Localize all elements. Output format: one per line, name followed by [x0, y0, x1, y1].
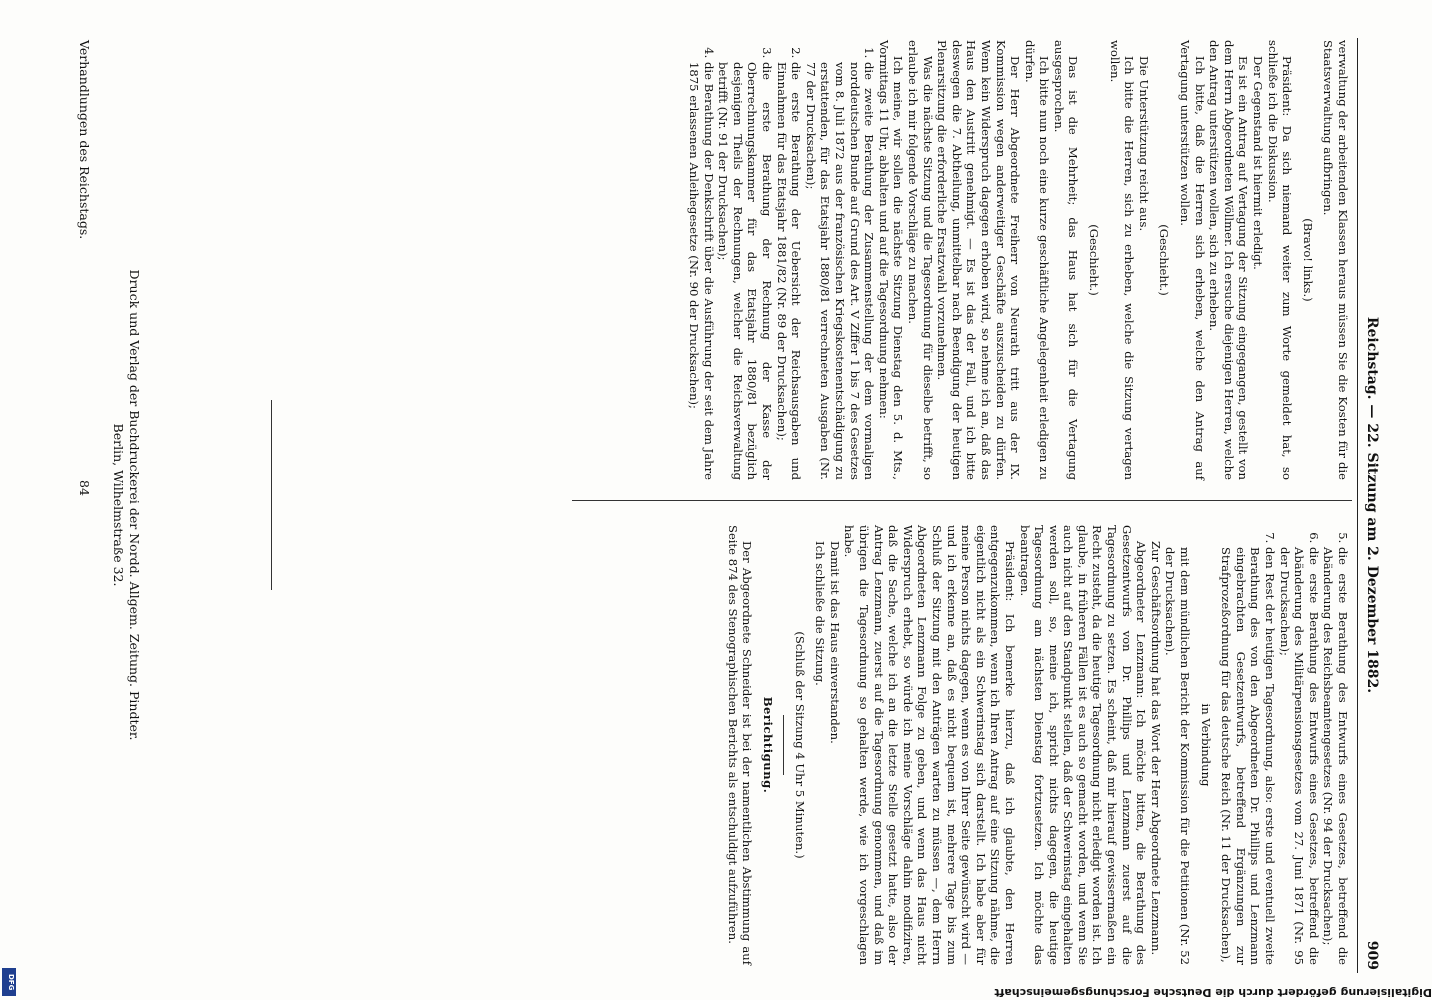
page-number: 909: [1364, 940, 1380, 970]
stage-direction: (Bravo! links.): [1300, 218, 1315, 302]
agenda-list-continued: [1219, 525, 1350, 965]
list-item: 6. die erste Berathung des Entwurfs eines Gesetzes, betreffend die Abänderung des Militärpensionsgesetzes vom 27. Juni 1871 (Nr. 95 der Drucksachen);: [1277, 547, 1321, 965]
paragraph: Präsident: Da sich niemand weiter zum Worte gemeldet hat, so schließe ich die Diskussion.: [1265, 40, 1295, 480]
paragraph: Ich schließe die Sitzung.: [813, 541, 828, 686]
paragraph: Damit ist das Haus einverstanden.: [827, 541, 842, 744]
printer-line: Druck und Verlag der Buchdruckerei der Nordd. Allgem. Zeitung. Pindter.: [127, 269, 142, 741]
list-item: 5. die erste Berathung des Entwurfs eines Gesetzes, betreffend die Abänderung des Reichsbeamtengesetzes (Nr. 94 der Drucksachen);: [1321, 547, 1350, 965]
dfg-sidebar: [0, 985, 1432, 1000]
paragraph: Der Abgeordnete Schneider ist bei der namentlichen Abstimmung auf Seite 874 des Stenographischen Berichts als entschuldigt aufzuführen.: [725, 525, 755, 965]
paragraph: Präsident: Ich bemerke hierzu, daß ich glaubte, den Herren entgegenzukommen, wenn ich Ihren Antrag auf eine Sitzung nähme, die eigentlich nicht als ein Schwerinstag sich darstellt. Ich habe aber für meine Person nichts dagegen, wenn es von Ihrer Seite gewünscht wird — und ich erkenne an, daß es nicht bequem ist, mehrere Tage bis zum Schluß der Sitzung mit den Anträgen warten zu müssen —, dem Herrn Abgeordneten Lenzmann Folge zu geben, und wenn das Haus nicht Widerspruch erhebt, so würde ich meine Vorschläge dahin modifiziren, daß die Sache, welche ich an die letzte Stelle gesetzt hatte, also der Antrag Lenzmann, zuerst auf die Tagesordnung genommen, und daß im übrigen die Tagesordnung so gehalten werde, wie ich vorgeschlagen habe.: [842, 525, 1017, 965]
stage-direction: (Geschieht.): [1087, 224, 1102, 296]
paragraph: Ich bitte, daß die Herren sich erheben, welche den Antrag auf Vertagung unterstützen wollen.: [1178, 40, 1207, 480]
paragraph: verwaltung der arbeitenden Klassen heraus müssen Sie die Kosten für die Staatsverwaltung aufbringen.: [1321, 40, 1350, 480]
section-rule: [783, 715, 784, 775]
stage-direction: (Geschieht.): [1157, 224, 1172, 296]
paragraph: Der Herr Abgeordnete Freiherr von Neurath tritt aus der IX. Kommission wegen anderweitiger Geschäfte auszuscheiden zu dürfen. Wenn kein Widerspruch dagegen erhoben wird, so nehme ich an, daß das Haus den Austritt genehmigt. — Es ist das der Fall, und ich bitte deswegen die 7. Abtheilung, unmittelbar nach Beendigung der heutigen Plenarsitzung die erforderliche Ersatzwahl vorzunehmen.: [935, 40, 1023, 480]
left-column: [686, 40, 1350, 480]
printer-address: Berlin, Wilhelmstraße 32.: [111, 423, 126, 587]
column-divider: [572, 500, 1352, 501]
page-header: [1360, 40, 1380, 970]
paragraph: Zur Geschäftsordnung hat das Wort der Herr Abgeordnete Lenzmann.: [1148, 541, 1163, 956]
signature-line: Verhandlungen des Reichstags.: [77, 40, 92, 240]
agenda-list: [686, 40, 876, 480]
paragraph: Die Unterstützung reicht aus.: [1136, 56, 1151, 232]
list-subtext: mit dem mündlichen Bericht der Kommission für die Petitionen (Nr. 52 der Drucksachen).: [1163, 547, 1193, 965]
list-item: 7. den Rest der heutigen Tagesordnung, also: erste und eventuell zweite Berathung des von den Abgeordneten Dr. Phillips und Lenzmann eingebrachten Gesetzentwurfs, betreffend Ergänzungen zur Strafprozeßordnung für das deutsche Reich (Nr. 11 der Drucksachen),: [1219, 547, 1277, 965]
dfg-credit: Digitalisierung gefördert durch die Deutsche Forschungsgemeinschaft: [994, 986, 1432, 999]
list-item: 4. die Berathung der Denkschrift über die Ausführung der seit dem Jahre 1875 erlassenen Anleihegesetze (Nr. 90 der Drucksachen);: [686, 62, 715, 480]
paragraph: Abgeordneter Lenzmann: Ich möchte bitten, die Berathung des Gesetzentwurfs von Dr. Phillips und Lenzmann zuerst auf die Tagesordnung zu setzen. Es scheint, daß mir hierauf gewissermaßen ein Recht zusteht, da die heutige Tagesordnung nicht erledigt worden ist. Ich glaube, in früheren Fällen ist es auch so gemacht worden, und wenn Sie auch nicht auf den Standpunkt stellen, daß der Schwerinstag eingehalten werden soll, so, meine ich, spricht nichts dagegen, die heutige Tagesordnung am nächsten Dienstag fortzusetzen. Ich möchte das beantragen.: [1017, 525, 1149, 965]
paragraph: Was die nächste Sitzung und die Tagesordnung für dieselbe betrifft, so erlaube ich mir folgende Vorschläge zu machen.: [905, 40, 935, 480]
paragraph: Das ist die Mehrheit; das Haus hat sich für die Vertagung ausgesprochen.: [1051, 40, 1081, 480]
paragraph: Ich meine, wir sollen die nächste Sitzung Dienstag den 5. d. Mts., Vormittags 11 Uhr, abhalten und auf die Tagesordnung nehmen:: [876, 40, 906, 480]
page-title: Reichstag. — 22. Sitzung am 2. Dezember 1882.: [1364, 316, 1380, 694]
paragraph: Ich bitte nun noch eine kurze geschäftliche Angelegenheit erledigen zu dürfen.: [1022, 40, 1052, 480]
list-item: 2. die erste Berathung der Uebersicht der Reichsausgaben und Einnahmen für das Etatsjahr 1881/82 (Nr. 89 der Drucksachen);: [774, 62, 803, 480]
sheet-number: 84: [77, 480, 92, 496]
list-subtext: in Verbindung: [1198, 703, 1213, 787]
right-column: [725, 525, 1350, 965]
paragraph: Es ist ein Antrag auf Vertagung der Sitzung eingegangen, gestellt von dem Herrn Abgeordneten Wöllmer. Ich ersuche diejenigen Herren, welche den Antrag unterstützen wollen, sich zu erheben.: [1207, 40, 1251, 480]
dfg-logo-icon: DFG: [2, 968, 16, 996]
printer-imprint: [110, 80, 142, 930]
paragraph: Ich bitte die Herren, sich zu erheben, welche die Sitzung vertagen wollen.: [1107, 40, 1137, 480]
header-rule: [1357, 38, 1358, 973]
list-item: 3. die erste Berathung der Rechnung der Kasse der Oberrechnungskammer für das Etatsjahr 1880/81 bezüglich desjenigen Theils der Rechnungen, welcher die Reichsverwaltung betrifft (Nr. 91 der Drucksachen);: [716, 62, 774, 480]
footer-rule: [271, 400, 272, 590]
berichtigung-title: Berichtigung.: [761, 696, 776, 794]
closing-note: (Schluß der Sitzung 4 Uhr 5 Minuten.): [792, 631, 807, 859]
paragraph: Der Gegenstand ist hiermit erledigt.: [1251, 56, 1266, 270]
list-item: 1. die zweite Berathung der Zusammenstellung der dem vormaligen norddeutschen Bunde auf Grund des Art. V Ziffer 1 bis 7 des Gesetzes vom 8. Juli 1872 aus der französischen Kriegskostenentschädigung zu erstattenden, für das Etatsjahr 1880/81 verrechneten Ausgaben (Nr. 77 der Drucksachen);: [803, 62, 876, 480]
